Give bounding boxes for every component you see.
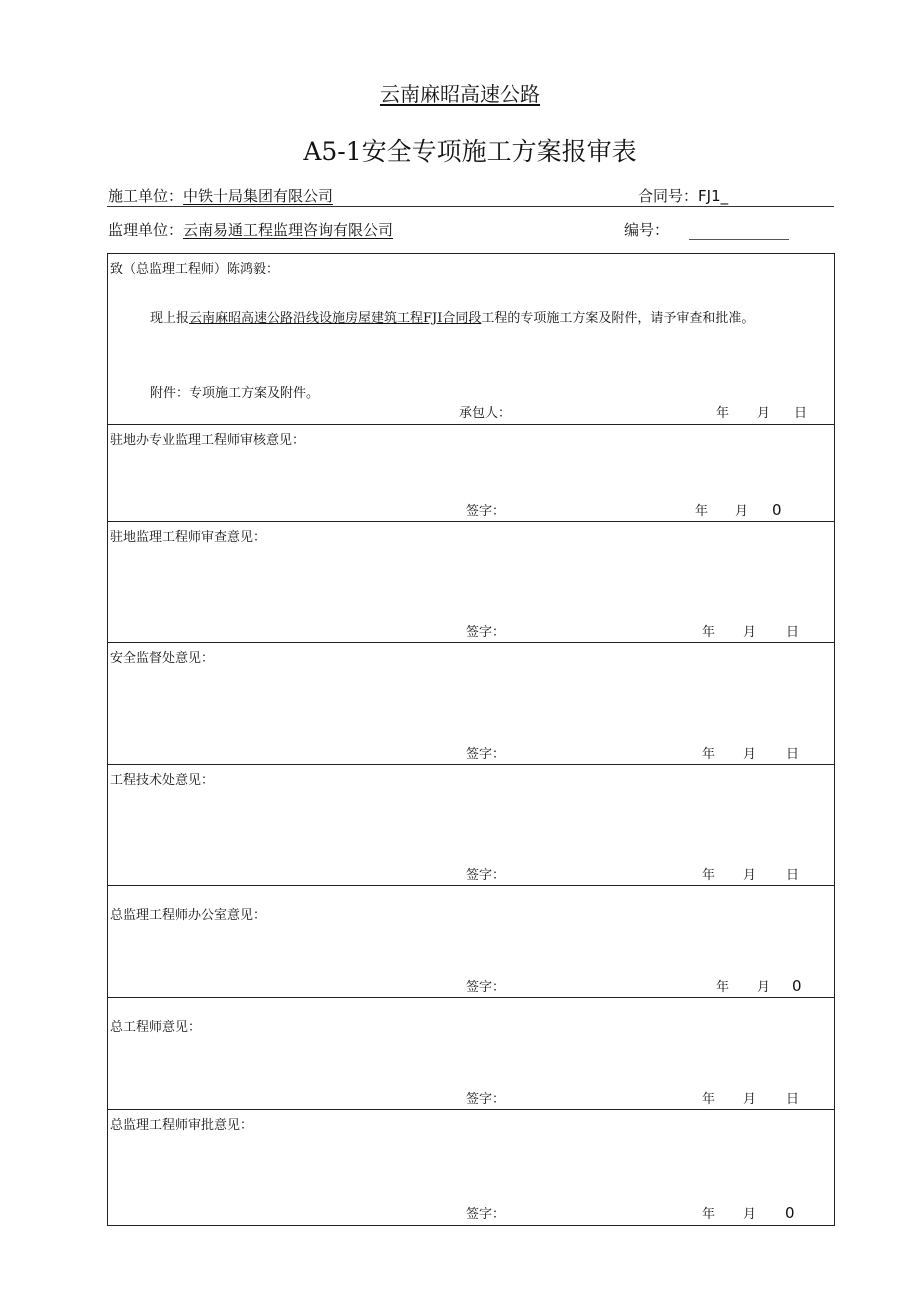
section-resident-specialist: 驻地办专业监理工程师审核意见： 签字： 年 月 0 (108, 424, 834, 522)
year-label: 年 (702, 625, 716, 640)
sign-label: 签字： (466, 868, 506, 883)
day-label: 日 (786, 868, 800, 883)
signer-label: 承包人： (459, 406, 512, 421)
serial-no (624, 219, 789, 240)
serial-no-blank (689, 225, 789, 240)
supervisor-row (108, 219, 393, 240)
sign-label: 签字： (466, 625, 506, 640)
sign-label: 签字： (466, 980, 506, 995)
month-label: 月 (743, 1207, 757, 1222)
section-engineering-tech: 工程技术处意见： 签字： 年 月 日 (108, 764, 834, 886)
day-label: 0 (785, 1204, 795, 1222)
contractor-row (108, 185, 333, 206)
form-title: A5-1安全专项施工方案报审表 (303, 137, 637, 166)
year-label: 年 (702, 1092, 716, 1107)
month-label: 月 (743, 868, 757, 883)
day-label: 日 (794, 406, 808, 421)
to-line: 致（总监理工程师）陈鸿毅： (110, 262, 280, 277)
year-label: 年 (702, 1207, 716, 1222)
day-label: 0 (772, 501, 782, 519)
submission-body: 现上报云南麻昭高速公路沿线设施房屋建筑工程FJI合同段工程的专项施工方案及附件，请予审查和批准。 (150, 311, 755, 326)
attachment-note: 附件：专项施工方案及附件。 (150, 386, 320, 401)
section-resident-engineer: 驻地监理工程师审查意见： 签字： 年 月 日 (108, 521, 834, 643)
contractor-value: 中铁十局集团有限公司 (183, 187, 334, 205)
month-label: 月 (743, 625, 757, 640)
year-label: 年 (695, 504, 709, 519)
project-name: 云南麻昭高速公路 (380, 82, 540, 106)
supervisor-label: 监理单位： (108, 221, 184, 239)
sign-label: 签字： (466, 1207, 506, 1222)
year-label: 年 (716, 406, 730, 421)
month-label: 月 (743, 747, 757, 762)
contractor-label: 施工单位： (108, 187, 184, 205)
contract-no-value: FJ1_ (698, 187, 729, 205)
header-divider (107, 206, 834, 207)
year-label: 年 (702, 868, 716, 883)
submission-section (108, 254, 834, 424)
contract-no (638, 185, 728, 206)
month-label: 月 (757, 980, 771, 995)
sign-label: 签字： (466, 747, 506, 762)
contract-no-label: 合同号： (638, 187, 699, 205)
day-label: 0 (792, 977, 802, 995)
sign-label: 签字： (466, 504, 506, 519)
month-label: 月 (743, 1092, 757, 1107)
year-label: 年 (702, 747, 716, 762)
month-label: 月 (735, 504, 749, 519)
supervisor-value: 云南易通工程监理咨询有限公司 (183, 221, 394, 239)
section-chief-engineer: 总工程师意见： 签字： 年 月 日 (108, 997, 834, 1110)
section-chief-supervisor-office: 总监理工程师办公室意见： 签字： 年 月 0 (108, 885, 834, 998)
sign-label: 签字： (466, 1092, 506, 1107)
section-safety-supervision: 安全监督处意见： 签字： 年 月 日 (108, 642, 834, 765)
section-chief-supervisor-approval: 总监理工程师审批意见： 签字： 年 月 0 (108, 1109, 834, 1225)
day-label: 日 (786, 747, 800, 762)
day-label: 日 (786, 1092, 800, 1107)
day-label: 日 (786, 625, 800, 640)
serial-no-label: 编号： (624, 221, 670, 239)
form-table (107, 253, 835, 1226)
month-label: 月 (757, 406, 771, 421)
year-label: 年 (716, 980, 730, 995)
